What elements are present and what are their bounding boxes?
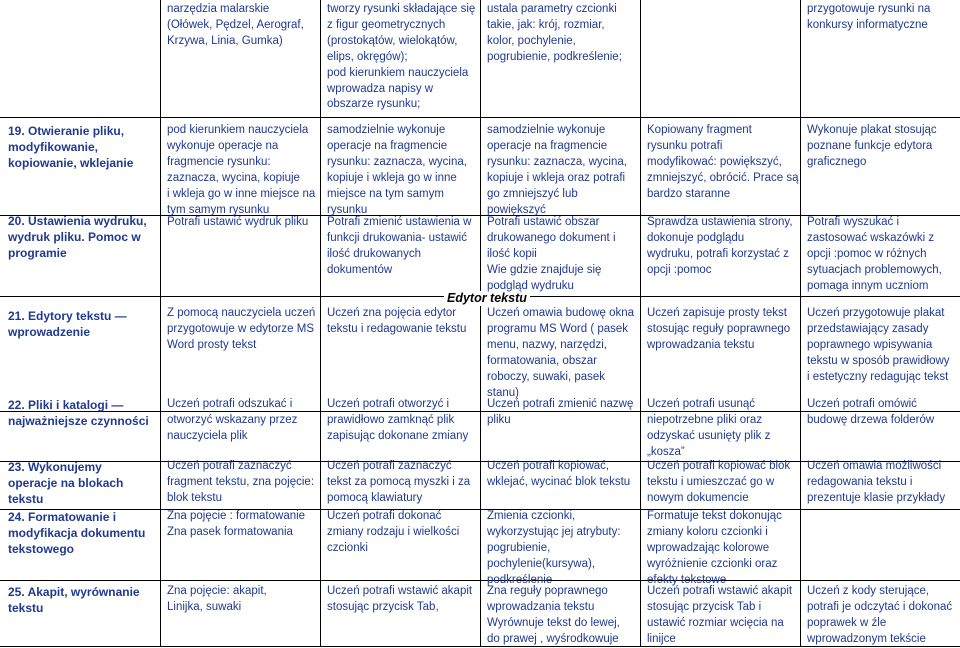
cell-line: wyróżnienie czcionki oraz bbox=[647, 557, 778, 570]
table-cell bbox=[807, 306, 959, 386]
cell-line: blok tekstu bbox=[167, 491, 222, 504]
table-cell bbox=[167, 123, 319, 218]
cell-line: Formatuje tekst dokonując bbox=[647, 510, 782, 522]
table-cell bbox=[327, 584, 479, 616]
table-cell bbox=[807, 584, 959, 648]
cell-line: ilość kopii bbox=[487, 247, 537, 260]
top-cell-col5 bbox=[807, 2, 959, 34]
cell-line: Uczeń potrafi dokonać bbox=[327, 510, 442, 522]
topic-cell bbox=[8, 459, 158, 507]
cell-line: zapisując dokonane zmiany bbox=[327, 429, 469, 442]
cell-line: tekstu i umieszczać go w bbox=[647, 475, 775, 488]
cell-line: modyfikowanie, bbox=[8, 140, 99, 154]
table-cell bbox=[647, 459, 799, 507]
table-cell bbox=[807, 123, 959, 171]
cell-line: przygotowuje rysunki na bbox=[807, 3, 931, 15]
table-cell bbox=[487, 459, 639, 491]
cell-line: opcji :pomoc w różnych bbox=[807, 247, 927, 260]
cell-line: i wkleja go w inne miejsce na bbox=[167, 187, 316, 200]
cell-line: stosując przycisk Tab i bbox=[647, 600, 762, 613]
cell-line: wprowadzania tekstu bbox=[487, 600, 595, 613]
cell-line: bardzo staranne bbox=[647, 187, 731, 200]
cell-line: do prawej , wyśrodkowuje bbox=[487, 632, 619, 645]
cell-line: Uczeń omawia możliwości bbox=[807, 460, 942, 472]
cell-line: Uczeń potrafi otworzyć i bbox=[327, 398, 450, 410]
cell-line: Uczeń potrafi zmienić nazwę bbox=[487, 398, 634, 410]
table-cell bbox=[327, 509, 479, 557]
cell-line: Uczeń potrafi odszukać i bbox=[167, 398, 293, 410]
topic-cell bbox=[8, 584, 158, 616]
cell-line: Uczeń zna pojęcia edytor bbox=[327, 307, 457, 319]
table-cell bbox=[327, 459, 479, 507]
cell-line: wklejać, wycinać blok tekstu bbox=[487, 475, 631, 488]
cell-line: Wie gdzie znajduje się bbox=[487, 263, 602, 276]
cell-line: elips, okręgów); bbox=[327, 50, 408, 63]
cell-line: drukowanego dokument i bbox=[487, 231, 616, 244]
cell-line: zmiany koloru czcionki i bbox=[647, 525, 768, 538]
table-cell bbox=[647, 509, 799, 589]
cell-line: zmniejszyć, obrócić. Prace są bbox=[647, 171, 799, 184]
cell-line: czcionki bbox=[327, 541, 368, 554]
cell-line: zaznacza, wycina, kopiuje bbox=[167, 171, 300, 184]
table-cell bbox=[327, 215, 479, 279]
cell-line: samodzielnie wykonuje bbox=[327, 124, 446, 136]
topic-cell bbox=[8, 509, 158, 557]
cell-line: kopiowanie, wklejanie bbox=[8, 156, 134, 170]
table-cell bbox=[807, 215, 959, 295]
table-cell bbox=[327, 397, 479, 445]
cell-line: dokumentów bbox=[327, 263, 393, 276]
section-title: Edytor tekstu bbox=[444, 291, 530, 305]
cell-line: Zmienia czcionki, bbox=[487, 510, 576, 522]
cell-line: 20. Ustawienia wydruku, bbox=[8, 214, 147, 228]
table-cell bbox=[327, 123, 479, 218]
column-divider bbox=[480, 306, 481, 647]
cell-line: poprawnego wpisywania bbox=[807, 338, 933, 351]
cell-line: Zna reguły poprawnego bbox=[487, 585, 608, 597]
table-cell bbox=[487, 306, 639, 401]
cell-line: wydruku, potrafi korzystać z bbox=[647, 247, 789, 260]
table-cell bbox=[167, 509, 319, 541]
cell-line: Zna pasek formatowania bbox=[167, 525, 293, 538]
table-cell bbox=[487, 509, 639, 589]
cell-line: redagowania tekstu i bbox=[807, 475, 913, 488]
cell-line: zmiany rodzaju i wielkości bbox=[327, 525, 460, 538]
cell-line: efekty tekstowe bbox=[647, 573, 727, 586]
cell-line: samodzielnie wykonuje bbox=[487, 124, 606, 136]
cell-line: Uczeń potrafi kopiować, bbox=[487, 460, 610, 472]
cell-line: formatowania, obszar bbox=[487, 354, 597, 367]
cell-line: prawidłowo zamknąć plik bbox=[327, 413, 455, 426]
cell-line: pomaga innym uczniom bbox=[807, 279, 929, 292]
cell-line: poznane funkcje edytora bbox=[807, 139, 933, 152]
cell-line: otworzyć wskazany przez bbox=[167, 413, 298, 426]
cell-line: Uczeń przygotowuje plakat bbox=[807, 307, 945, 319]
cell-line: Uczeń potrafi zaznaczyć bbox=[327, 460, 452, 472]
cell-line: Kopiowany fragment bbox=[647, 124, 752, 136]
cell-line: pomocą klawiatury bbox=[327, 491, 423, 504]
cell-line: Wykonuje plakat stosując bbox=[807, 124, 937, 136]
cell-line: programie bbox=[8, 246, 67, 260]
cell-line: Uczeń z kody sterujące, bbox=[807, 585, 930, 597]
cell-line: Uczeń potrafi wstawić akapit bbox=[327, 585, 473, 597]
topic-cell bbox=[8, 308, 158, 340]
cell-line: wydruk pliku. Pomoc w bbox=[8, 230, 141, 244]
cell-line: rysunku potrafi bbox=[647, 139, 723, 152]
table-cell bbox=[167, 584, 319, 616]
topic-cell bbox=[8, 213, 158, 261]
cell-line: 19. Otwieranie pliku, bbox=[8, 124, 125, 138]
cell-line: podkreślenie bbox=[487, 573, 553, 586]
cell-line: wprowadzania tekstu bbox=[647, 338, 755, 351]
cell-line: rysunku: zaznacza, wycina, bbox=[327, 155, 467, 168]
table-cell bbox=[807, 397, 959, 429]
table-cell bbox=[167, 306, 319, 354]
cell-line: ilość drukowanych bbox=[327, 247, 421, 260]
table-cell bbox=[647, 397, 799, 461]
cell-line: wprowadzonym tekście bbox=[807, 632, 926, 645]
table-cell bbox=[167, 397, 319, 445]
cell-line: opcji :pomoc bbox=[647, 263, 712, 276]
cell-line: konkursy informatyczne bbox=[807, 18, 928, 31]
cell-line: Potrafi zmienić ustawienia w bbox=[327, 216, 472, 228]
cell-line: ustawić rozmiar wcięcia na bbox=[647, 616, 784, 629]
cell-line: nowym dokumencie bbox=[647, 491, 749, 504]
cell-line: operacje na fragmencie bbox=[327, 139, 448, 152]
table-cell bbox=[487, 123, 639, 218]
cell-line: kolor, pochylenie, bbox=[487, 34, 576, 47]
cell-line: podgląd wydruku bbox=[487, 279, 574, 292]
cell-line: „kosza” bbox=[647, 445, 685, 458]
cell-line: narzędzia malarskie bbox=[167, 3, 270, 15]
cell-line: tekstowego bbox=[8, 542, 75, 556]
cell-line: tekstu bbox=[8, 492, 44, 506]
table-cell bbox=[647, 306, 799, 354]
cell-line: Krzywa, Linia, Gumka) bbox=[167, 34, 283, 47]
cell-line: potrafi je odczytać i dokonać bbox=[807, 600, 953, 613]
table-cell bbox=[487, 397, 639, 429]
cell-line: Zna pojęcie : formatowanie bbox=[167, 510, 306, 522]
cell-line: wprowadzenie bbox=[8, 325, 91, 339]
cell-line: rysunku: zaznacza, wycina, bbox=[487, 155, 627, 168]
cell-line: wprowadzając kolorowe bbox=[647, 541, 770, 554]
topic-cell bbox=[8, 397, 158, 429]
table-cell bbox=[167, 459, 319, 507]
cell-line: roboczy, suwaki, pasek bbox=[487, 370, 606, 383]
top-cell-col3 bbox=[487, 2, 639, 66]
cell-line: operacje na fragmencie bbox=[487, 139, 608, 152]
cell-line: obszarze rysunku; bbox=[327, 98, 421, 111]
cell-line: stosując reguły poprawnego bbox=[647, 322, 791, 335]
cell-line: tym samym rysunku bbox=[167, 203, 270, 216]
table-cell bbox=[167, 215, 319, 231]
cell-line: Uczeń potrafi omówić bbox=[807, 398, 917, 410]
cell-line: Linijka, suwaki bbox=[167, 600, 242, 613]
table-cell bbox=[647, 123, 799, 203]
cell-line: przedstawiający zasady bbox=[807, 322, 929, 335]
column-divider bbox=[160, 0, 161, 647]
topic-cell bbox=[8, 123, 158, 171]
table-cell bbox=[487, 215, 639, 295]
cell-line: budowę drzewa folderów bbox=[807, 413, 935, 426]
cell-line: 22. Pliki i katalogi — bbox=[8, 398, 124, 412]
cell-line: go zmniejszyć lub bbox=[487, 187, 578, 200]
cell-line: i estetyczny redagując tekst bbox=[807, 370, 949, 383]
cell-line: zastosować wskazówki z bbox=[807, 231, 935, 244]
cell-line: rysunku bbox=[327, 203, 368, 216]
cell-line: stosując przycisk Tab, bbox=[327, 600, 439, 613]
cell-line: pochylenie(kursywa), bbox=[487, 557, 596, 570]
cell-line: operacje na blokach bbox=[8, 476, 124, 490]
cell-line: kopiuje i wkleja oraz potrafi bbox=[487, 171, 626, 184]
cell-line: 23. Wykonujemy bbox=[8, 460, 102, 474]
cell-line: Wyrównuje tekst do lewej, bbox=[487, 616, 620, 629]
cell-line: odzyskać usunięty plik z bbox=[647, 429, 771, 442]
cell-line: miejsce na tym samym bbox=[327, 187, 444, 200]
cell-line: stanu) bbox=[487, 386, 519, 399]
cell-line: (Ołówek, Pędzel, Aerograf, bbox=[167, 18, 304, 31]
cell-line: niepotrzebne pliki oraz bbox=[647, 413, 763, 426]
cell-line: tworzy rysunki składające się bbox=[327, 3, 476, 15]
cell-line: Uczeń omawia budowę okna bbox=[487, 307, 635, 319]
cell-line: programu MS Word ( pasek bbox=[487, 322, 629, 335]
cell-line: pod kierunkiem nauczyciela bbox=[327, 66, 469, 79]
cell-line: takie, jak: krój, rozmiar, bbox=[487, 18, 605, 31]
cell-line: Zna pojęcie: akapit, bbox=[167, 585, 267, 597]
cell-line: wykonuje operacje na bbox=[167, 139, 279, 152]
cell-line: przygotowuje w edytorze MS bbox=[167, 322, 315, 335]
cell-line: sytuacjach problemowych, bbox=[807, 263, 942, 276]
cell-line: tekstu bbox=[8, 601, 44, 615]
cell-line: 24. Formatowanie i bbox=[8, 510, 117, 524]
column-divider bbox=[320, 0, 321, 647]
cell-line: 25. Akapit, wyrównanie bbox=[8, 585, 140, 599]
cell-line: (prostokątów, wielokątów, bbox=[327, 34, 458, 47]
table-cell bbox=[807, 459, 959, 507]
column-divider bbox=[800, 0, 801, 647]
column-divider bbox=[640, 0, 641, 647]
cell-line: tekstu w sposób prawidłowy bbox=[807, 354, 950, 367]
table-cell bbox=[487, 584, 639, 648]
cell-line: ustala parametry czcionki bbox=[487, 3, 617, 15]
cell-line: pod kierunkiem nauczyciela bbox=[167, 124, 309, 136]
cell-line: tekst za pomocą myszki i za bbox=[327, 475, 471, 488]
cell-line: funkcji drukowania- ustawić bbox=[327, 231, 467, 244]
cell-line: prezentuje klasie przykłady bbox=[807, 491, 946, 504]
cell-line: Uczeń potrafi kopiować blok bbox=[647, 460, 791, 472]
cell-line: poprawek w źle bbox=[807, 616, 887, 629]
cell-line: najważniejsze czynności bbox=[8, 414, 149, 428]
cell-line: tekstu i redagowanie tekstu bbox=[327, 322, 467, 335]
cell-line: kopiuje i wkleja go w inne bbox=[327, 171, 457, 184]
cell-line: Uczeń potrafi usunąć bbox=[647, 398, 756, 410]
cell-line: Potrafi wyszukać i bbox=[807, 216, 900, 228]
cell-line: Potrafi ustawić obszar bbox=[487, 216, 600, 228]
cell-line: Sprawdza ustawienia strony, bbox=[647, 216, 793, 228]
cell-line: graficznego bbox=[807, 155, 867, 168]
cell-line: dokonuje podglądu bbox=[647, 231, 745, 244]
cell-line: pogrubienie, bbox=[487, 541, 551, 554]
cell-line: nauczyciela plik bbox=[167, 429, 248, 442]
column-divider bbox=[480, 0, 481, 294]
cell-line: Z pomocą nauczyciela uczeń bbox=[167, 307, 316, 319]
cell-line: Uczeń zapisuje prosty tekst bbox=[647, 307, 787, 319]
cell-line: Uczeń potrafi wstawić akapit bbox=[647, 585, 793, 597]
top-cell-col2 bbox=[327, 2, 479, 113]
table-cell bbox=[647, 215, 799, 279]
cell-line: Word prosty tekst bbox=[167, 338, 257, 351]
cell-line: fragment tekstu, zna pojęcie: bbox=[167, 475, 315, 488]
cell-line: menu, nazwy, narzędzi, bbox=[487, 338, 607, 351]
cell-line: modyfikować: powiększyć, bbox=[647, 155, 782, 168]
cell-line: wykorzystując jej atrybuty: bbox=[487, 525, 621, 538]
cell-line: pliku bbox=[487, 413, 511, 426]
cell-line: wprowadza napisy w bbox=[327, 82, 434, 95]
table-cell bbox=[327, 306, 479, 338]
cell-line: linijce bbox=[647, 632, 676, 645]
cell-line: Potrafi ustawić wydruk pliku bbox=[167, 216, 309, 228]
top-cell-col1 bbox=[167, 2, 317, 50]
cell-line: 21. Edytory tekstu — bbox=[8, 309, 127, 323]
cell-line: z figur geometrycznych bbox=[327, 18, 446, 31]
cell-line: pogrubienie, podkreślenie; bbox=[487, 50, 622, 63]
table-cell bbox=[647, 584, 799, 648]
cell-line: fragmencie rysunku: bbox=[167, 155, 271, 168]
cell-line: powiększyć bbox=[487, 203, 546, 216]
cell-line: Uczeń potrafi zaznaczyć bbox=[167, 460, 292, 472]
cell-line: modyfikacja dokumentu bbox=[8, 526, 146, 540]
